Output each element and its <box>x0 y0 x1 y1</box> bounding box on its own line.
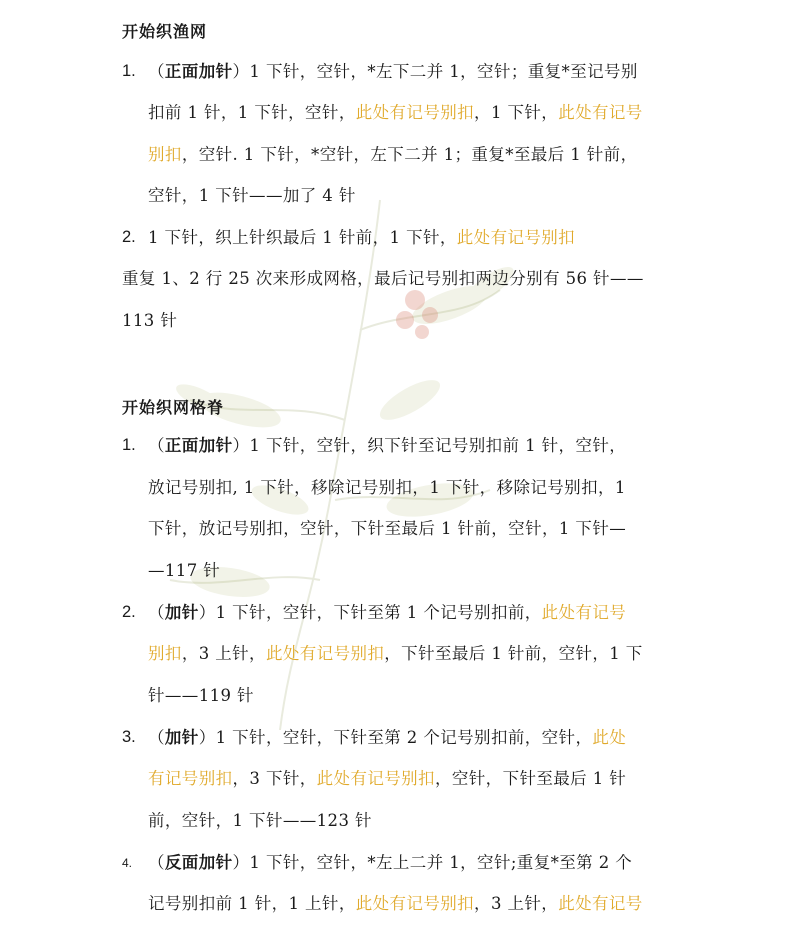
line-text: （ <box>148 728 165 747</box>
line-text: 下针，放记号别扣，空针，下针至最后 1 针前，空针，1 下针— <box>148 519 627 538</box>
highlighted-marker-text: 此处有记号别扣 <box>265 644 385 663</box>
line-text: ）1 下针，空针，下针至第 2 个记号别扣前，空针， <box>198 728 593 747</box>
item-line <box>148 436 626 456</box>
item-line <box>148 186 356 206</box>
highlighted-marker-text: 此处有记号 <box>558 103 643 122</box>
highlighted-marker-text: 有记号别扣 <box>148 769 233 788</box>
line-text: ）1 下针，空针，*左上二并 1，空针;重复*至第 2 个 <box>232 853 633 872</box>
item-line <box>148 811 372 831</box>
item-line <box>148 228 575 248</box>
item-number: 1. <box>122 62 136 80</box>
line-text: 前，空针，1 下针——123 针 <box>148 811 372 830</box>
item-number: 4. <box>122 856 133 870</box>
line-text: ，空针. 1 下针，*空针，左下二并 1；重复*至最后 1 针前， <box>181 145 638 164</box>
line-text: 记号别扣前 1 针，1 上针， <box>148 894 356 913</box>
line-text: （ <box>148 62 165 81</box>
line-text: ，下针至最后 1 针前，空针，1 下 <box>384 644 643 663</box>
item-line <box>148 603 626 623</box>
item-number: 1. <box>122 436 136 454</box>
item-line <box>148 103 643 123</box>
highlighted-marker-text: 别扣 <box>148 145 182 164</box>
item-line <box>148 769 626 789</box>
item-number: 2. <box>122 603 136 621</box>
line-text: ）1 下针，空针，下针至第 1 个记号别扣前， <box>198 603 542 622</box>
line-text: 针——119 针 <box>148 686 254 705</box>
highlighted-marker-text: 此处有记号别扣 <box>316 769 435 788</box>
line-text: ，空针，下针至最后 1 针 <box>434 769 627 788</box>
item-number: 2. <box>122 228 136 246</box>
section-heading: 开始织渔网 <box>122 22 208 41</box>
bold-label: 加针 <box>164 603 199 622</box>
item-line <box>148 478 626 498</box>
line-text: 1 下针，织上针织最后 1 针前，1 下针， <box>148 228 457 247</box>
item-line <box>148 519 626 539</box>
highlighted-marker-text: 此处有记号别扣 <box>355 103 475 122</box>
line-text: ）1 下针，空针，织下针至记号别扣前 1 针，空针， <box>232 436 627 455</box>
item-line <box>148 686 254 706</box>
line-text: ，1 下针， <box>474 103 559 122</box>
line-text: ，3 上针， <box>181 644 266 663</box>
item-line <box>148 62 638 82</box>
line-text: ）1 下针，空针，*左下二并 1，空针；重复*至记号别 <box>232 62 638 81</box>
highlighted-marker-text: 此处有记号别扣 <box>456 228 576 247</box>
bold-label: 正面加针 <box>164 62 233 81</box>
line-text: （ <box>148 853 165 872</box>
item-number: 3. <box>122 728 136 746</box>
item-line <box>148 853 632 873</box>
highlighted-marker-text: 此处 <box>592 728 627 747</box>
item-line <box>148 894 643 914</box>
section-heading: 开始织网格脊 <box>122 398 225 417</box>
item-line <box>148 644 643 664</box>
line-text: 空针，1 下针——加了 4 针 <box>148 186 356 205</box>
item-line <box>148 728 626 748</box>
bold-label: 反面加针 <box>164 853 233 872</box>
line-text: ，3 下针， <box>232 769 317 788</box>
line-text: （ <box>148 603 165 622</box>
bold-label: 正面加针 <box>164 436 233 455</box>
line-text: 放记号别扣, 1 下针，移除记号别扣，1 下针，移除记号别扣，1 <box>148 478 626 497</box>
line-text: 扣前 1 针，1 下针，空针， <box>148 103 356 122</box>
item-line <box>148 561 220 581</box>
item-line <box>148 145 637 165</box>
highlighted-marker-text: 此处有记号 <box>558 894 643 913</box>
bold-label: 加针 <box>164 728 199 747</box>
line-text: —117 针 <box>148 561 221 580</box>
line-text: （ <box>148 436 165 455</box>
highlighted-marker-text: 此处有记号 <box>541 603 627 622</box>
line-text: ，3 上针， <box>474 894 559 913</box>
note-line: 113 针 <box>122 311 178 330</box>
note-line: 重复 1、2 行 25 次来形成网格，最后记号别扣两边分别有 56 针—— <box>122 269 644 288</box>
highlighted-marker-text: 此处有记号别扣 <box>355 894 475 913</box>
highlighted-marker-text: 别扣 <box>148 644 182 663</box>
